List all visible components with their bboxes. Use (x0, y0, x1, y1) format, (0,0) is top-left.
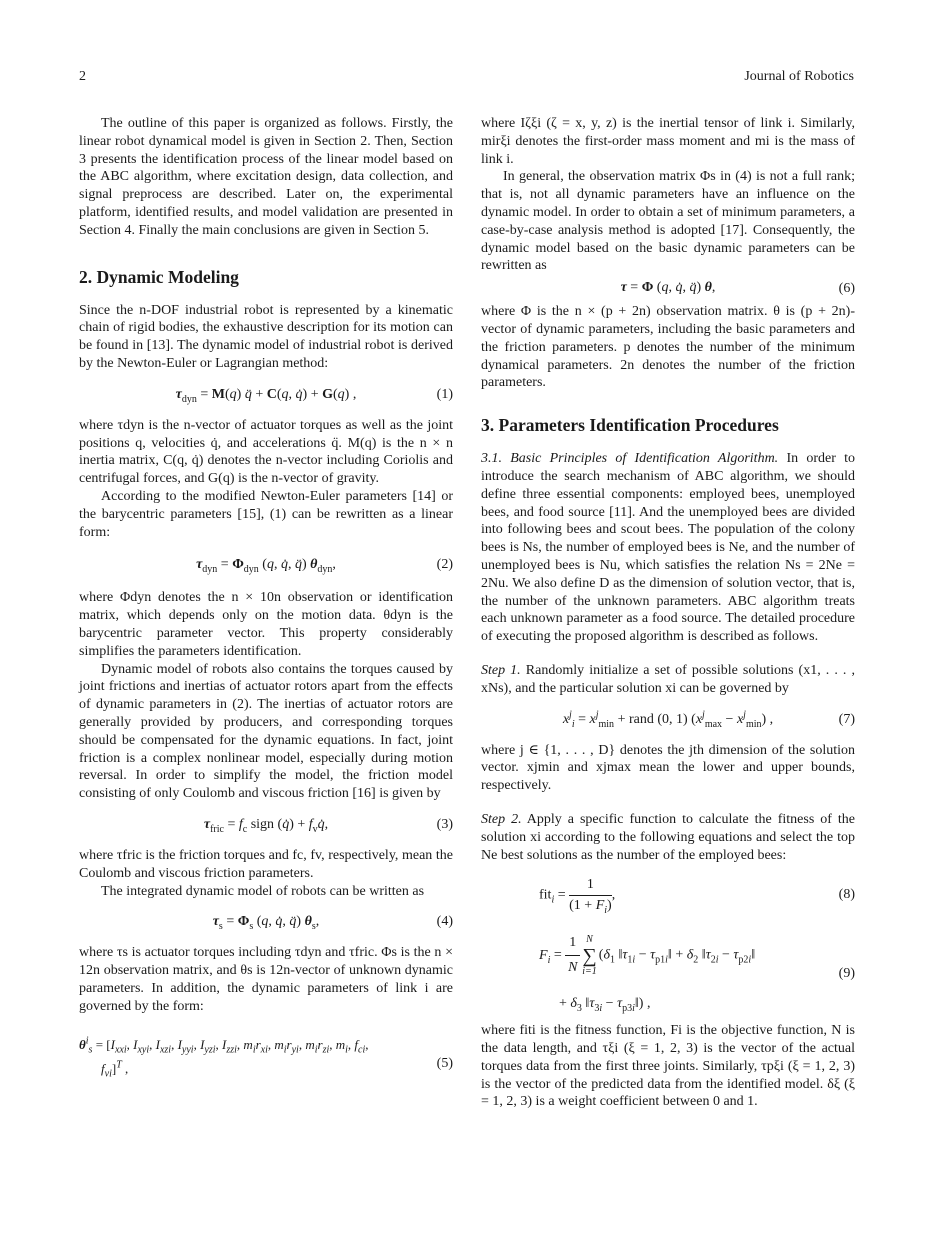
equation-1 (79, 373, 453, 417)
page-number: 2 (79, 69, 86, 84)
section-2-heading: 2. Dynamic Modeling (79, 266, 239, 287)
step-1-text: Randomly initialize a set of possible solutions (x1, . . . , xNs), and the particular solution xi can be governed by (481, 662, 856, 696)
equation-6-body: τ = Φ (q, q̇, q̈) θ, (620, 280, 716, 296)
subsection-text: In order to introduce the search mechanism of ABC algorithm, we should define three essential components: employed bees, unemployed bees, and food source [11]. And the unemployed bees are divided into following bees and scout bees. The population of the colony bees is Ns, the number of employed bees is Ne, and the number of unemployed bees is Nu, which satisfies the relation Ns = 2Ne = 2Nu. We also define D as the dimension of solution vector, that is, the number of the unknown parameters. ABC algorithm treats each unknown parameter as a food source. The detailed procedure of executing the proposed algorithm is described as follows. (481, 451, 856, 645)
paragraph: where fiti is the fitness function, Fi is the objective function, N is the data length, and τξi (ξ = 1, 2, 3) is the vector of the actual torques data from the first three joints. Similarly, τpξi (ξ = 1, 2, 3) is the vector of the predicted data from the identified model. δξ (ξ = 1, 2, 3) is a weight coefficient between 0 and 1. (481, 1023, 855, 1110)
equation-8 (481, 864, 855, 926)
step-2-label: Step 2. (481, 811, 522, 827)
equation-5-number: (5) (436, 1056, 453, 1072)
step-2-text: Apply a specific function to calculate the fitness of the solution xi according to the following equations and select the top Ne best solutions as the number of the employed bees: (481, 811, 855, 863)
paragraph: where τfric is the friction torques and fc, fv, respectively, mean the Coulomb and viscous friction parameters. (79, 847, 453, 881)
equation-1-number: (1) (436, 386, 453, 402)
equation-7-body: $x^j_i = x^j_{min}$ + rand (0, 1) $(x^j_{max} - x^j_{min})$ , (562, 708, 774, 730)
section-3-heading: 3. Parameters Identification Procedures (481, 415, 779, 436)
paragraph: where Iζξi (ζ = x, y, z) is the inertial tensor of link i. Similarly, mirξi denotes the first-order mass moment and mi is the mass of link i. (481, 116, 855, 167)
equation-4-number: (4) (436, 914, 453, 930)
equation-9 (481, 926, 855, 1022)
step-1-label: Step 1. (481, 662, 521, 678)
paragraph: The integrated dynamic model of robots can be written as (101, 883, 425, 899)
equation-7-number: (7) (838, 711, 855, 727)
equation-8-body: fit$_i$ = $\frac{1}{(1 + F_i)}$ , (539, 877, 616, 916)
paragraph: where Φ is the n × (p + 2n) observation matrix. θ is (p + 2n)-vector of dynamic parameters, including the basic parameters and the friction parameters. p denotes the number of the minimum dynamical parameters. 2n denotes the number of the friction parameters. (481, 304, 855, 391)
paragraph: According to the modified Newton-Euler parameters [14] or the barycentric parameters [15], (1) can be rewritten as a linear form: (79, 488, 453, 540)
equation-9-number: (9) (838, 966, 855, 982)
step-2 (481, 811, 855, 864)
equation-3-number: (3) (436, 817, 453, 833)
paragraph: Dynamic model of robots also contains the torques caused by joint frictions and inertias of actuator rotors apart from the effects of dynamic parameters in (2). The inertias of actuator rotors are generally provided by producers, and corresponding torques should be compensated for the dynamic equations. In fact, joint friction is a complex nonlinear model, especially during motion reversal. In order to simplify the model, the friction model consisting of only Coulomb and viscous friction [16] is given by (79, 661, 453, 802)
paragraph: where τdyn is the n-vector of actuator torques as well as the joint positions q, velocities q̇, and accelerations q̈. M(q) is the n × n inertia matrix, C(q, q̇) denotes the n-vector including Coriolis and centrifugal forces, and G(q) is the n-vector of gravity. (79, 417, 453, 487)
subsection-paragraph (481, 450, 855, 646)
intro-paragraph: The outline of this paper is organized as follows. Firstly, the linear robot dynamical model is given in Section 2. Then, Section 3 presents the identification process of the linear model based on the ABC algorithm, where excitation design, data collection, and signal preprocess are described. Later on, the experimental platform, identified results, and model validation are presented in Section 4. Finally the main conclusions are given in Section 5. (79, 116, 453, 238)
equation-2-number: (2) (436, 557, 453, 573)
equation-5 (79, 1023, 453, 1105)
equation-6-number: (6) (838, 281, 855, 297)
left-column (79, 115, 453, 1105)
equation-1-body: $\tau_{dyn} = M(q)$ q̈ + C(q, q̇) + G(q) , (175, 386, 357, 405)
equation-2 (79, 541, 453, 589)
journal-name: Journal of Robotics (744, 69, 854, 84)
equation-2-body: $\tau_{dyn} = \Phi_{dyn}$ (q, q̇, q̈) $\theta_{dyn}$, (196, 557, 336, 576)
equation-5-body: $\theta^i_s = [I_{xxi}$, $I_{xyi}$, $I_{xzi}$, $I_{yyi}$, $I_{yzi}$, $I_{zzi}$, $m_ir_{xi}$, $m_ir_{yi}$, $m_ir_{zi}$, $m_i$, $f_{ci}$, $f_{vi}]^T$ , (79, 1036, 369, 1081)
equation-4 (79, 900, 453, 944)
equation-3 (79, 803, 453, 847)
right-column (481, 115, 855, 1111)
paragraph: where Φdyn denotes the n × 10n observation or identification matrix, which depends only on the motion data. θdyn is the barycentric parameter vector. This property considerably simplifies the parameters identification. (79, 590, 453, 659)
paragraph: Since the n-DOF industrial robot is represented by a kinematic chain of rigid bodies, the exhaustive description for its motion can be found in [13]. The dynamic model of industrial robot is derived by the Newton-Euler or Lagrangian method: (79, 302, 453, 371)
equation-8-number: (8) (838, 887, 855, 903)
equation-4-body: $\tau_s = \Phi_s$ (q, q̇, q̈) $\theta_s$, (212, 914, 320, 933)
paragraph: In general, the observation matrix Φs in (4) is not a full rank; that is, not all dynamic parameters have an influence on the dynamic model. In order to obtain a set of minimum parameters, a case-by-case analysis method is adopted [17]. Consequently, the dynamic model based on the basic dynamic parameters can be rewritten as (481, 169, 855, 274)
subsection-title: 3.1. Basic Principles of Identification Algorithm. (481, 451, 779, 467)
equation-3-body: $\tau_{fric} = f_c$ sign (q̇) + $f_vq̇$, (203, 816, 329, 835)
equation-9-body: $F_i$ = $\frac{1}{N}$ N ∑ i=1 ($\delta_1$ $‖\tau_{1i}$ − $\tau_{p1i}‖ + \delta_2$ $‖\tau_{2i}$ − $\tau_{p2i}‖$ + $\delta_3$ $‖\tau_{3i}$ − $\tau_{p3i}‖$) , (539, 933, 756, 1015)
step-1 (481, 662, 855, 698)
paragraph: where τs is actuator torques including τdyn and τfric. Φs is the n × 12n observation matrix, and θs is 12n-vector of unknown dynamic parameters. In addition, the dynamic parameters of link i are governed by the form: (79, 945, 453, 1014)
paragraph: where j ∈ {1, . . . , D} denotes the jth dimension of the solution vector. xjmin and xjmax mean the lower and upper bounds, respectively. (481, 742, 855, 794)
equation-7 (481, 698, 855, 742)
equation-6 (481, 275, 855, 303)
